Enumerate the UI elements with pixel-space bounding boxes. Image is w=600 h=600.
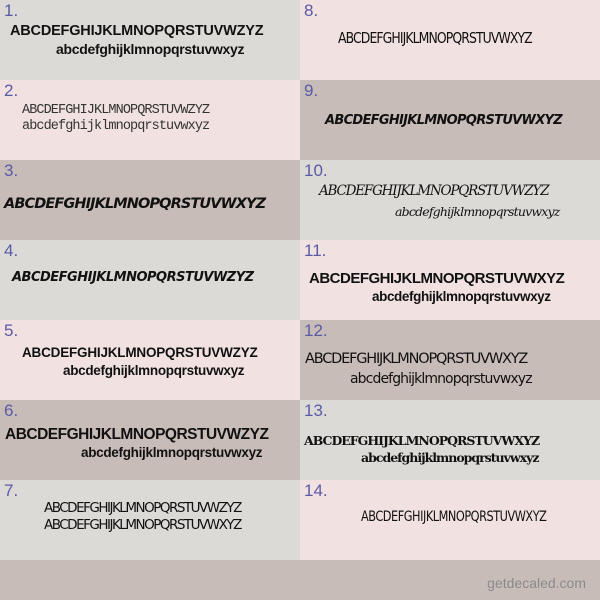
site-watermark: getdecaled.com <box>487 575 586 591</box>
sample-number: 10. <box>304 161 328 180</box>
lowercase-sample: abcdefghijklmnopqrstuvwxyz <box>22 119 210 134</box>
sample-number: 2. <box>4 81 19 100</box>
font-sample-7 <box>0 480 300 560</box>
sample-number: 12. <box>304 321 328 340</box>
sample-number: 11. <box>304 241 327 260</box>
sample-number: 6. <box>4 401 19 420</box>
uppercase-sample: ABCDEFGHIJKLMNOPQRSTUVWXYZ <box>338 29 532 47</box>
font-sample-11 <box>300 240 600 320</box>
uppercase-sample: ABCDEFGHIJKLMNOPQRSTUVWZYZ <box>10 23 264 39</box>
uppercase-sample: ABCDEFGHIJKLMNOPQRSTUVWZYZ <box>44 500 241 516</box>
uppercase-sample: ABCDEFGHIJKLMNOPQRSTUVWZYZ <box>22 345 258 360</box>
sample-number: 7. <box>4 481 19 500</box>
sample-number: 4. <box>4 241 19 260</box>
font-sample-10 <box>300 160 600 240</box>
uppercase-sample: ABCDEFGHIJKLMNOPQRSTUVWZYZ <box>319 183 549 199</box>
sample-number: 14. <box>304 481 328 500</box>
uppercase-sample: ABCDEFGHIJKLMNOPQRSTUVWXYZ <box>309 270 565 287</box>
uppercase-sample: ABCDEFGHIJKLMNOPQRSTUVWXYZ <box>4 196 266 212</box>
sample-number: 5. <box>4 321 19 340</box>
font-sample-9 <box>300 80 600 160</box>
lowercase-sample: abcdefghijklmnopqrstuvwxyz <box>361 450 539 465</box>
lowercase-sample: abcdefghijklmnopqrstuvwxyz <box>372 289 551 304</box>
sample-number: 13. <box>304 401 328 420</box>
sample-number: 3. <box>4 161 19 180</box>
uppercase-sample: ABCDEFGHIJKLMNOPQRSTUVWZYZ <box>12 270 254 285</box>
sample-number: 1. <box>4 1 19 20</box>
font-sample-12 <box>300 320 600 400</box>
font-sample-2 <box>0 80 300 160</box>
uppercase-sample: ABCDEFGHIJKLMNOPQRSTUVWXYZ <box>361 509 547 525</box>
sample-number: 8. <box>304 1 319 20</box>
sample-number: 9. <box>304 81 319 100</box>
font-sample-3 <box>0 160 300 240</box>
lowercase-sample: abcdefghijklmnopqrstuvwxyz <box>395 204 560 219</box>
font-sample-13 <box>300 400 600 480</box>
uppercase-sample: ABCDEFGHIJKLMNOPQRSTUVWZYZ <box>5 426 269 443</box>
font-sample-4 <box>0 240 300 320</box>
lowercase-sample: abcdefghijklmnopqrstuvwxyz <box>56 41 245 57</box>
font-sample-6 <box>0 400 300 480</box>
font-sample-8 <box>300 0 600 80</box>
lowercase-sample: abcdefghijklmnopqrstuvwxyz <box>63 363 245 378</box>
uppercase-sample: ABCDEFGHIJKLMNOPQRSTUVWXYZ <box>304 433 540 448</box>
uppercase-sample: ABCDEFGHIJKLMNOPQRSTUVWXYZ <box>305 351 528 367</box>
second-uppercase-sample: ABCDEFGHIJKLMNOPQRSTUVWXYZ <box>44 517 241 533</box>
lowercase-sample: abcdefghijklmnopqrstuvwxyz <box>350 371 532 387</box>
lowercase-sample: abcdefghijklmnopqrstuvwxyz <box>81 445 263 460</box>
font-sample-5 <box>0 320 300 400</box>
uppercase-sample: ABCDEFGHIJKLMNOPQRSTUVWZYZ <box>22 103 210 118</box>
font-sample-14 <box>300 480 600 560</box>
font-sample-1 <box>0 0 300 80</box>
uppercase-sample: ABCDEFGHIJKLMNOPQRSTUVWXYZ <box>325 113 562 128</box>
